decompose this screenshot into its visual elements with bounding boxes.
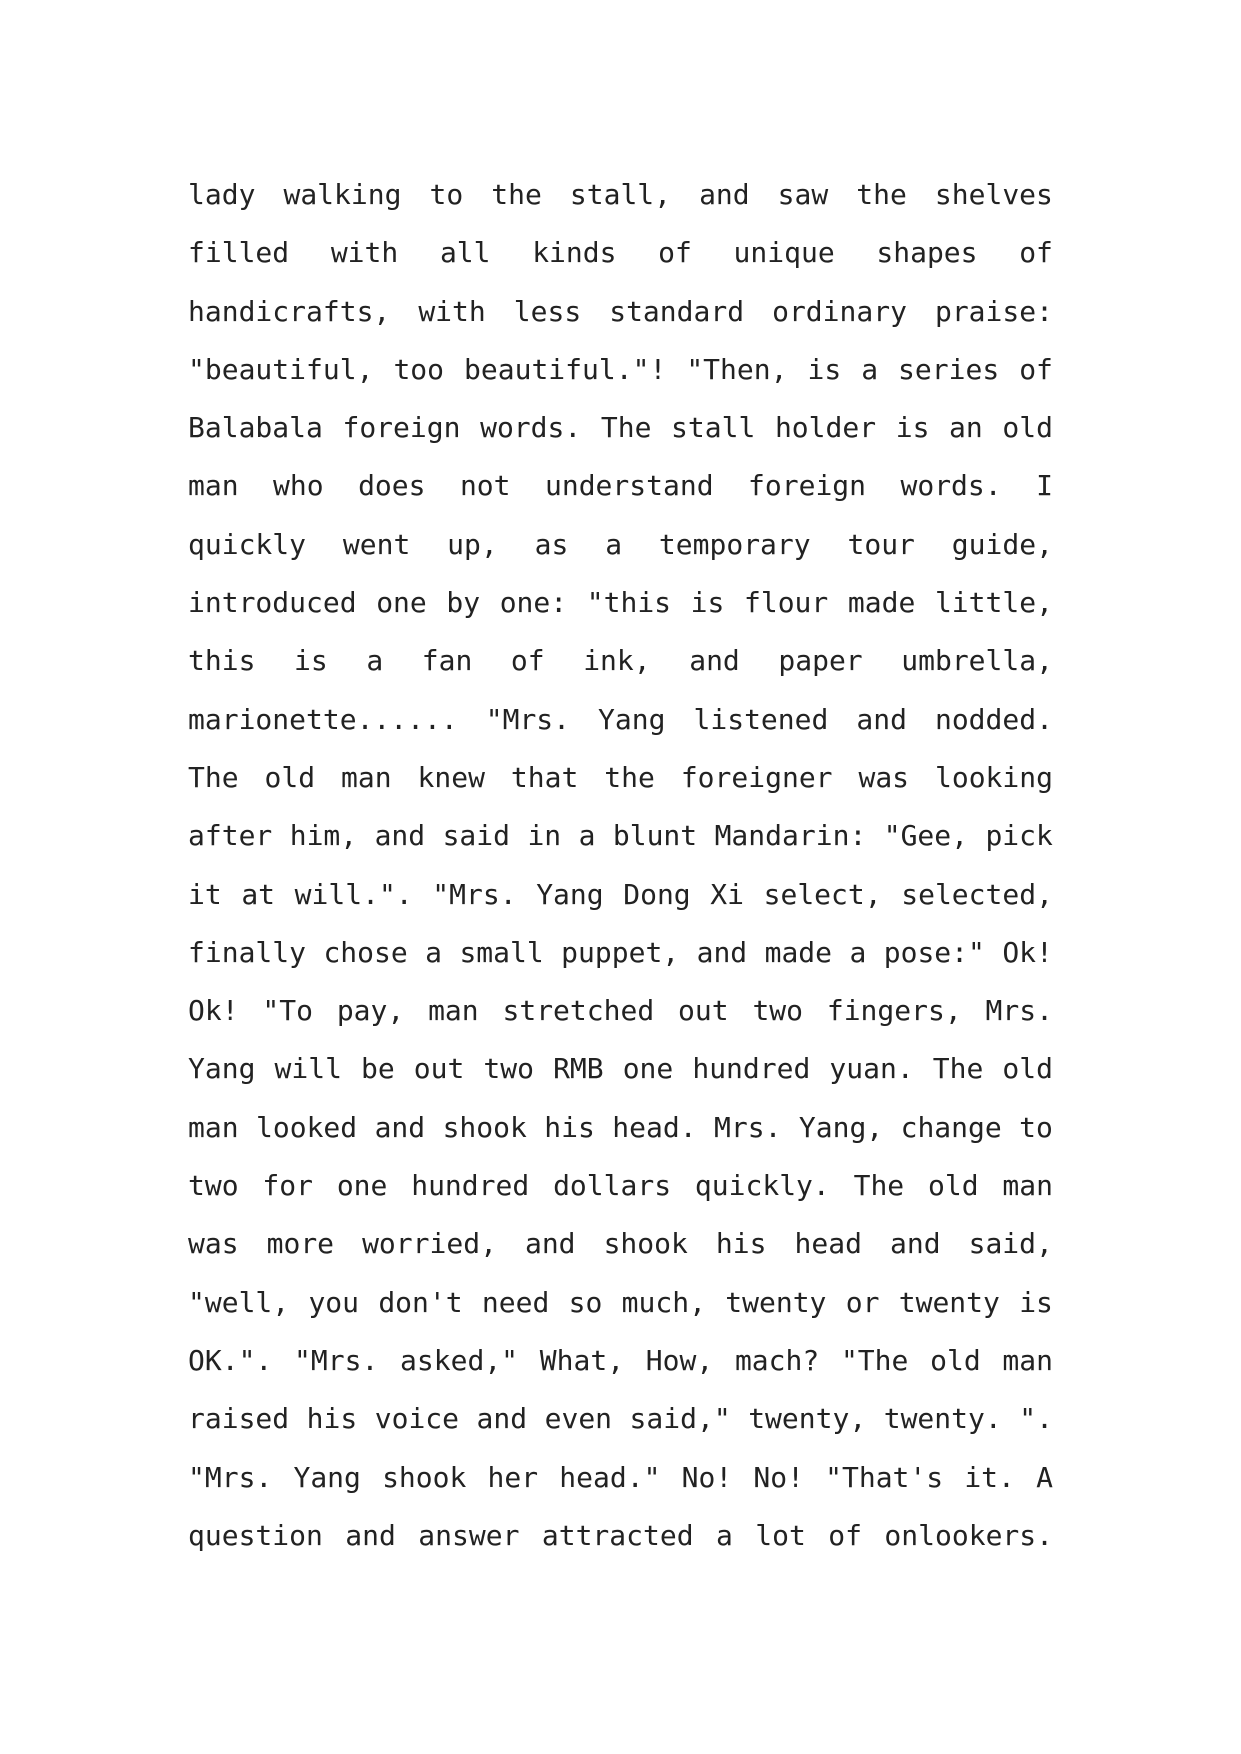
text-line: man who does not understand foreign words. I [188, 469, 1053, 503]
text-line: Yang will be out two RMB one hundred yuan. The old [188, 1052, 1053, 1086]
text-line: two for one hundred dollars quickly. The old man [188, 1169, 1053, 1203]
text-line: handicrafts, with less standard ordinary praise: [188, 294, 1053, 328]
text-line: it at will.". "Mrs. Yang Dong Xi select, selected, [188, 877, 1053, 911]
body-text [188, 166, 1053, 1565]
text-line: "well, you don't need so much, twenty or twenty is [188, 1285, 1053, 1319]
text-line: question and answer attracted a lot of onlookers. [188, 1518, 1053, 1552]
text-line: this is a fan of ink, and paper umbrella, [188, 644, 1053, 678]
text-line: after him, and said in a blunt Mandarin: "Gee, pick [188, 819, 1053, 853]
text-line: man looked and shook his head. Mrs. Yang, change to [188, 1110, 1053, 1144]
text-line: was more worried, and shook his head and said, [188, 1227, 1053, 1261]
text-line: Ok! "To pay, man stretched out two fingers, Mrs. [188, 994, 1053, 1028]
text-line: introduced one by one: "this is flour made little, [188, 586, 1053, 620]
text-line: filled with all kinds of unique shapes of [188, 236, 1053, 270]
text-line: lady walking to the stall, and saw the shelves [188, 178, 1053, 211]
text-line: "Mrs. Yang shook her head." No! No! "That's it. A [188, 1460, 1053, 1494]
text-line: "beautiful, too beautiful."! "Then, is a series of [188, 352, 1053, 386]
text-line: raised his voice and even said," twenty, twenty. ". [188, 1402, 1053, 1436]
text-line: Balabala foreign words. The stall holder is an old [188, 411, 1053, 445]
text-line: The old man knew that the foreigner was looking [188, 760, 1053, 794]
text-line: marionette...... "Mrs. Yang listened and nodded. [188, 702, 1053, 736]
text-line: finally chose a small puppet, and made a pose:" Ok! [188, 935, 1053, 969]
text-line: quickly went up, as a temporary tour guide, [188, 527, 1053, 561]
text-line: OK.". "Mrs. asked," What, How, mach? "The old man [188, 1343, 1053, 1377]
